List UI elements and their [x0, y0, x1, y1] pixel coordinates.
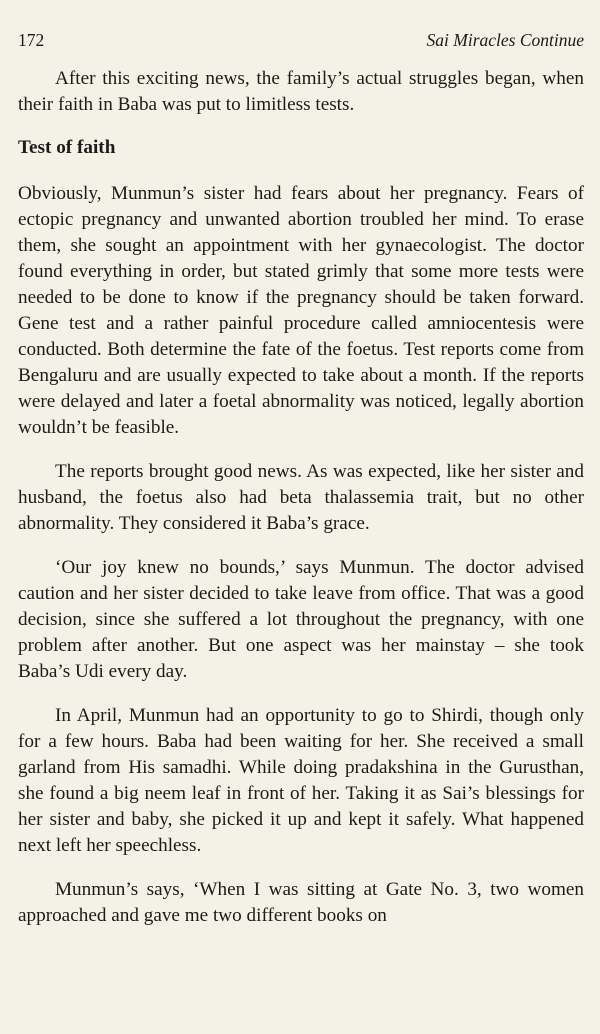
- paragraph-4: ‘Our joy knew no bounds,’ says Munmun. The doctor advised caution and her sister decided to take leave from office. That was a good decision, since she suffered a lot throughout the pregnancy, with one problem after another. But one aspect was her mainstay – she took Baba’s Udi every day.: [18, 557, 584, 682]
- paragraph-2: Obviously, Munmun’s sister had fears about her pregnancy. Fears of ectopic pregnancy and unwanted abortion troubled her mind. To erase them, she sought an appointment with her gynaecologist. The doctor found everything in order, but stated grimly that some more tests were needed to be done to know if the pregnancy should be taken forward. Gene test and a rather painful procedure called amniocentesis were conducted. Both determine the fate of the foetus. Test reports come from Bengaluru and are usually expected to take about a month. If the reports were delayed and later a foetal abnormality was noticed, legally abortion wouldn’t be feasible.: [18, 183, 584, 438]
- body-text: [18, 66, 584, 929]
- paragraph-1: After this exciting news, the family’s actual struggles began, when their faith in Baba was put to limitless tests.: [18, 68, 584, 115]
- paragraph-6: Munmun’s says, ‘When I was sitting at Gate No. 3, two women approached and gave me two different books on: [18, 879, 584, 926]
- page-number: 172: [18, 30, 45, 50]
- book-title: Sai Miracles Continue: [426, 30, 584, 50]
- paragraph-5: In April, Munmun had an opportunity to go to Shirdi, though only for a few hours. Baba had been waiting for her. She received a small garland from His samadhi. While doing pradakshina in the Gurusthan, she found a big neem leaf in front of her. Taking it as Sai’s blessings for her sister and baby, she picked it up and kept it safely. What happened next left her speechless.: [18, 705, 584, 856]
- paragraph-3: The reports brought good news. As was expected, like her sister and husband, the foetus also had beta thalassemia trait, but no other abnormality. They considered it Baba’s grace.: [18, 461, 584, 534]
- section-heading: Test of faith: [18, 137, 116, 158]
- running-head: [18, 30, 584, 54]
